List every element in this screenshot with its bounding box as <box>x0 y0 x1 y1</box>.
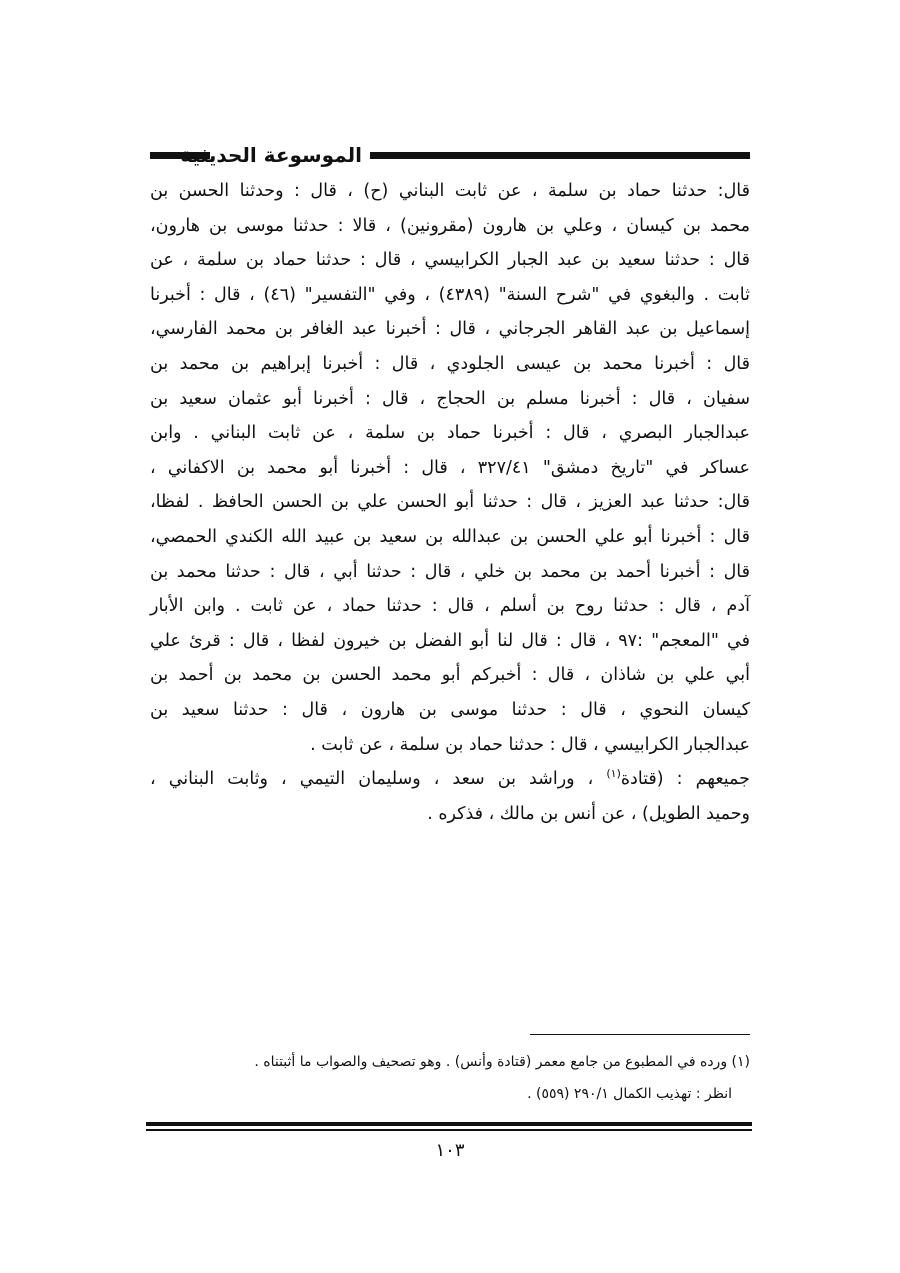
text-line: عبدالجبار البصري ، قال : أخبرنا حماد بن سلمة ، عن ثابت البناني . وابن <box>150 423 750 444</box>
text-line: قال : أخبرنا أبو علي الحسن بن عبدالله بن سعيد بن عبيد الله الكندي الحمصي، <box>150 526 750 547</box>
para2-text-before: جميعهم : (قتادة <box>620 769 750 790</box>
text-line: سفيان ، قال : أخبرنا مسلم بن الحجاج ، قال : أخبرنا أبو عثمان سعيد بن <box>150 388 750 409</box>
footnote <box>150 1046 750 1110</box>
text-line: قال: حدثنا حماد بن سلمة ، عن ثابت البناني (ح) ، قال : وحدثنا الحسن بن <box>150 181 750 201</box>
text-line: ثابت . والبغوي في "شرح السنة" (٤٣٨٩) ، وفي "التفسير" (٤٦) ، قال : أخبرنا <box>150 284 751 305</box>
header-rule-right <box>370 152 750 159</box>
text-line: آدم ، قال : حدثنا روح بن أسلم ، قال : حدثنا حماد ، عن ثابت . وابن الأبار <box>150 596 750 617</box>
para2-text-after: ، وراشد بن سعد ، وسليمان التيمي ، وثابت البناني ، <box>150 769 607 790</box>
text-line: عبدالجبار الكرابيسي ، قال : حدثنا حماد بن سلمة ، عن ثابت . <box>310 734 750 755</box>
text-line: إسماعيل بن عبد القاهر الجرجاني ، قال : أخبرنا عبد الغافر بن محمد الفارسي، <box>150 319 750 340</box>
text-line: عساكر في "تاريخ دمشق" ٣٢٧/٤١ ، قال : أخبرنا أبو محمد بن الاكفاني ، <box>150 457 750 478</box>
text-line: قال : أخبرنا محمد بن عيسى الجلودي ، قال : أخبرنا إبراهيم بن محمد بن <box>150 353 750 374</box>
footnote-line-1: (١) ورده في المطبوع من جامع معمر (قتادة وأنس) . وهو تصحيف والصواب ما أثبتناه . <box>254 1054 750 1070</box>
page-number: ١٠٣ <box>435 1140 465 1161</box>
text-line: قال : حدثنا سعيد بن عبد الجبار الكرابيسي ، قال : حدثنا حماد بن سلمة ، عن <box>150 250 750 271</box>
text-line: محمد بن كيسان ، وعلي بن هارون (مقرونين) ، قالا : حدثنا موسى بن هارون، <box>150 215 750 236</box>
header-title: الموسوعة الحديثية <box>180 143 362 167</box>
bottom-rule-thick <box>146 1122 752 1126</box>
text-line: في "المعجم" :٩٧ ، قال : قال لنا أبو الفضل بن خيرون لفظا ، قال : قرئ علي <box>150 630 750 651</box>
paragraph-2-line-2: وحميد الطويل) ، عن أنس بن مالك ، فذكره . <box>427 803 750 824</box>
footnote-line-2: انظر : تهذيب الكمال ٢٩٠/١ (٥٥٩) . <box>527 1086 732 1102</box>
text-line: قال : أخبرنا أحمد بن محمد بن خلي ، قال : حدثنا أبي ، قال : حدثنا محمد بن <box>150 561 750 582</box>
footnote-marker[interactable]: (١) <box>606 767 621 781</box>
text-line: كيسان النحوي ، قال : حدثنا موسى بن هارون ، قال : حدثنا سعيد بن <box>150 699 750 720</box>
footnote-separator <box>530 1034 750 1035</box>
text-line: أبي علي بن شاذان ، قال : أخبركم أبو محمد الحسن بن محمد بن أحمد بن <box>150 665 750 686</box>
text-line: قال: حدثنا عبد العزيز ، قال : حدثنا أبو الحسن علي بن الحسن الحافظ . لفظا، <box>150 492 750 513</box>
running-header <box>150 140 750 170</box>
paragraph-2-line-1 <box>150 762 750 797</box>
bottom-rule-thin <box>146 1129 752 1131</box>
main-text <box>150 174 750 831</box>
